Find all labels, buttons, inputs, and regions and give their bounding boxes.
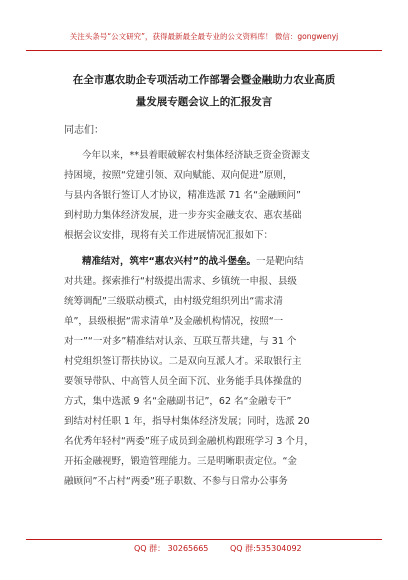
body-line: 根据会议安排，现将有关工作进展情况汇报如下：	[64, 230, 274, 241]
body-text: 一是靶向结	[256, 256, 304, 267]
footer-qq-group-2: QQ 群:535304092	[230, 544, 302, 553]
document-title-line-2: 量发展专题会议上的汇报发言	[135, 96, 273, 108]
salutation: 同志们：	[64, 125, 104, 136]
header-divider	[26, 50, 382, 51]
body-line: 与县内各银行签订人才协议，精准选派 71 名“金融顾问”	[64, 190, 301, 201]
body-line: 村党组织签订帮扶协议。二是双向互派人才。采取银行主	[64, 356, 302, 367]
body-line: 融顾问”不占村“两委”班子职数、不参与日常办公事务	[64, 476, 288, 487]
body-line: 单”，县级根据“需求清单”及金融机构情况，按照“一	[64, 316, 284, 327]
header-promo-text: 关注头条号“公文研究”，获得最新最全最专业的公文资料库！ 微信：gongwenyj	[69, 32, 339, 41]
body-line: 对一”“一对多”精准结对认亲、互联互帮共建，与 31 个	[64, 336, 297, 347]
section-heading-line	[82, 253, 304, 267]
document-title-line-1: 在全市惠农助企专项活动工作部署会暨金融助力农业高质	[72, 74, 336, 86]
body-line: 到村助力集体经济发展，进一步夯实金融支农、惠农基础	[64, 210, 302, 221]
body-line: 对共建。探索推行“村级提出需求、乡镇统一申报、县级	[64, 276, 297, 287]
body-line: 方式，集中选派 9 名“金融副书记”，62 名“金融专干”	[64, 396, 292, 407]
body-line: 到结对村任职 1 年，指导村集体经济发展；同时，选派 20	[64, 416, 310, 427]
footer-divider	[26, 539, 382, 540]
body-line: 今年以来，**县着眼破解农村集体经济缺乏资金资源支	[82, 150, 311, 161]
body-line: 开拓金融视野，锻造管理能力。三是明晰职责定位。“金	[64, 456, 297, 467]
body-line: 统筹调配”三级联动模式，由村级党组织列出“需求清	[64, 296, 283, 307]
section-heading: 精准结对，筑牢“惠农兴村”的战斗堡垒。	[82, 256, 256, 267]
body-line: 要领导带队、中高管人员全面下沉、业务能手具体操盘的	[64, 376, 302, 387]
body-line: 名优秀年轻村“两委”班子成员到金融机构跟班学习 3 个月，	[64, 436, 314, 447]
body-line: 持困境，按照“党建引领、双向赋能、双向促进”原则，	[64, 170, 293, 181]
footer-qq-group-1: QQ 群： 30265665	[134, 544, 209, 553]
